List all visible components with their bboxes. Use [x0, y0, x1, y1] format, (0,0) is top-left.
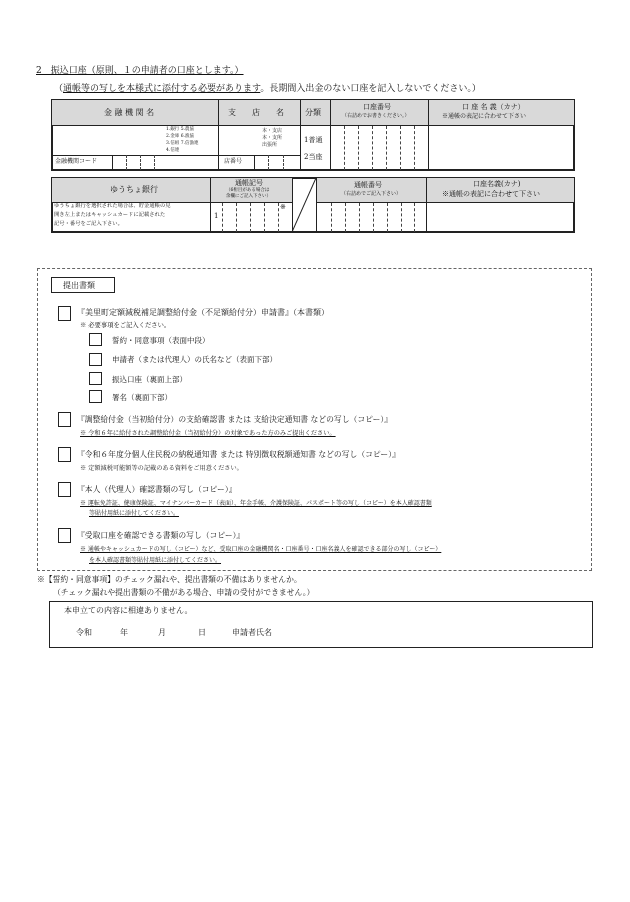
- symbol-mark: ※: [280, 203, 286, 211]
- item3-title: 『令和６年度分個人住民税の納税通知書 または 特別徴収税額通知書 などの写し（コピー）』: [77, 450, 400, 459]
- branch-number-label: 店番号: [224, 158, 243, 165]
- item5-note-line1: ※ 通帳やキャッシュカードの写し（コピー）など、受取口座の金融機関名・口座番号・口座名義人を確認できる部分の写し（コピー）: [80, 546, 442, 553]
- account-holder-input[interactable]: [429, 126, 574, 170]
- account-number-header: 口座番号: [363, 103, 391, 111]
- item4-note-line1: ※ 運転免許証、健康保険証、マイナンバーカード（表面）、年金手帳、介護保険証、パスポート等の写し（コピー）を本人確認書類: [80, 500, 432, 507]
- applicant-name-label: 申請者氏名: [232, 628, 272, 637]
- sub3-label: 振込口座（裏面上部）: [112, 375, 187, 384]
- item1-title: 『美里町定額減税補足調整給付金（不足額給付分）申請書』（本書類）: [77, 308, 329, 317]
- item2-note: ※ 令和６年に給付された調整給付金（当初給付分）の対象であった方のみご提出ください。: [80, 430, 336, 437]
- item5-note-line2: を本人確認書類等貼付用紙に添付してください。: [89, 557, 222, 564]
- sub4-label: 署名（裏面下部）: [112, 393, 172, 402]
- bank-code-input[interactable]: [113, 156, 167, 170]
- account-number-subheader: （右詰めでお書きください。）: [342, 113, 410, 119]
- sub1-label: 誓約・同意事項（表面中段）: [112, 336, 210, 345]
- bank-code-label: 金融機関コード: [55, 158, 98, 165]
- passbook-symbol-header: 通帳記号: [235, 179, 263, 187]
- branch-number-input[interactable]: [255, 156, 300, 170]
- type-header: 分類: [305, 108, 321, 117]
- item5-title: 『受取口座を確認できる書類の写し（コピー）』: [77, 531, 245, 540]
- holder-subheader: ※通帳の表記に合わせて下さい: [442, 113, 527, 120]
- item1-checkbox[interactable]: [58, 306, 71, 321]
- item4-note-line2: 等貼付用紙に添付してください。: [89, 510, 180, 517]
- documents-header: 提出書類: [63, 281, 95, 290]
- type-option-current[interactable]: 2当座: [304, 153, 323, 161]
- passbook-number-input[interactable]: [317, 203, 426, 232]
- bank-kind-options: 1.銀行 5.農協 2.金庫 6.漁協 3.信組 7.信漁連 4.信連: [166, 127, 199, 153]
- passbook-symbol-input[interactable]: [223, 203, 292, 232]
- sub1-checkbox[interactable]: [89, 333, 102, 346]
- declaration-text: 本申立ての内容に相違ありません。: [64, 606, 193, 615]
- type-option-ordinary[interactable]: 1普通: [304, 136, 323, 144]
- bank-name-header: 金 融 機 関 名: [104, 108, 155, 117]
- sub2-checkbox[interactable]: [89, 353, 102, 366]
- check-note-line1: ※【誓約・同意事項】のチェック漏れや、提出書類の不備はありませんか。: [37, 575, 302, 584]
- section-note: （通帳等の写しを本様式に添付する必要があります。長期間入出金のない口座を記入しないでください。）: [54, 84, 481, 94]
- date-year-label: 年: [120, 628, 128, 637]
- item5-checkbox[interactable]: [58, 528, 71, 543]
- declaration-box: [49, 601, 593, 648]
- check-note-line2: （チェック漏れや提出書類の不備がある場合、申請の受付ができません。）: [53, 588, 315, 597]
- item1-note: ※ 必要事項をご記入ください。: [80, 322, 171, 329]
- account-number-input[interactable]: [331, 126, 427, 170]
- holder-header: 口 座 名 義（カナ）: [462, 103, 525, 111]
- branch-header: 支 店 名: [228, 108, 284, 117]
- applicant-name-input[interactable]: [278, 624, 578, 642]
- item4-title: 『本人（代理人）確認書類の写し（コピー）』: [77, 485, 237, 494]
- yucho-holder-input[interactable]: [427, 203, 574, 232]
- section-title: 2 振込口座（原則、１の申請者の口座とします。）: [36, 66, 244, 76]
- item3-note: ※ 定額減税可能額等の記載のある資料をご用意ください。: [80, 465, 243, 472]
- item3-checkbox[interactable]: [58, 447, 71, 462]
- yucho-holder-header: 口座名義(カナ): [473, 180, 521, 188]
- sub3-checkbox[interactable]: [89, 372, 102, 385]
- sub2-label: 申請者（または代理人）の氏名など（表面下部）: [112, 355, 277, 364]
- documents-header-box: [51, 277, 115, 293]
- yucho-header: ゆうちょ銀行: [110, 185, 158, 194]
- passbook-number-header: 通帳番号: [354, 181, 382, 189]
- item4-checkbox[interactable]: [58, 482, 71, 497]
- yucho-divider-slash: [292, 178, 316, 232]
- date-day-label: 日: [198, 628, 206, 637]
- item2-title: 『調整給付金（当初給付分）の支給確認書 または 支給決定通知書 などの写し（コピー）』: [77, 415, 393, 424]
- sub4-checkbox[interactable]: [89, 390, 102, 403]
- date-month-label: 月: [158, 628, 166, 637]
- branch-kind-options: 本・支店 本・支所 出張所: [262, 128, 283, 148]
- date-era-label: 令和: [76, 628, 92, 637]
- item2-checkbox[interactable]: [58, 412, 71, 427]
- symbol-first-digit: 1: [214, 212, 219, 220]
